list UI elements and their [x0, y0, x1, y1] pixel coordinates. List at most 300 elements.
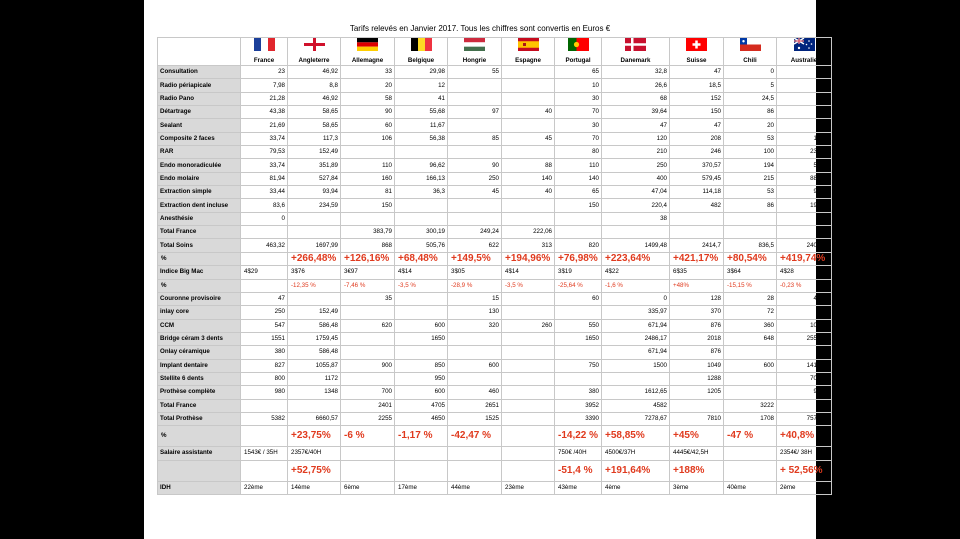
table-row: [158, 386, 832, 399]
table-cell: [502, 212, 555, 225]
table-cell: 4500€/37H: [602, 447, 670, 460]
table-cell: [395, 146, 448, 159]
table-cell: 6$35: [670, 266, 724, 279]
table-cell: 1525: [448, 412, 502, 425]
row-label: RAR: [158, 146, 241, 159]
table-cell: 12: [395, 79, 448, 92]
table-cell: 600: [395, 319, 448, 332]
table-cell: 313: [502, 239, 555, 252]
row-label: Sealant: [158, 119, 241, 132]
table-cell: 2408,04: [777, 239, 832, 252]
table-cell: 2554,24: [777, 332, 832, 345]
row-label: Total Soins: [158, 239, 241, 252]
table-cell: 35: [341, 292, 395, 305]
table-row: [158, 332, 832, 345]
row-label: Consultation: [158, 66, 241, 79]
table-cell: 380: [241, 346, 288, 359]
table-cell: [448, 79, 502, 92]
country-header: Portugal: [555, 52, 602, 66]
table-cell: 2018: [670, 332, 724, 345]
table-cell: 950: [395, 372, 448, 385]
country-header: Hongrie: [448, 52, 502, 66]
price-comparison-table: [157, 37, 832, 495]
table-cell: 886,88: [777, 172, 832, 185]
table-cell: 18,5: [670, 79, 724, 92]
table-cell: 96,62: [395, 159, 448, 172]
table-cell: [670, 212, 724, 225]
table-row: [158, 399, 832, 412]
table-cell: 820: [555, 239, 602, 252]
table-cell: 128: [670, 292, 724, 305]
table-cell: [241, 426, 288, 447]
table-cell: [555, 346, 602, 359]
table-cell: 600: [724, 359, 777, 372]
table-cell: 117: [777, 106, 832, 119]
table-cell: -42,47 %: [448, 426, 502, 447]
table-cell: [241, 226, 288, 239]
spain-flag-icon: [518, 38, 539, 51]
table-cell: 7578,04: [777, 412, 832, 425]
table-row: [158, 266, 832, 279]
table-cell: 194: [724, 159, 777, 172]
table-cell: 3ème: [670, 481, 724, 494]
table-cell: 622: [448, 239, 502, 252]
table-cell: 110: [555, 159, 602, 172]
table-cell: 44ème: [448, 481, 502, 494]
table-cell: 47: [241, 292, 288, 305]
flag-cell: [777, 38, 832, 53]
table-cell: -7,46 %: [341, 279, 395, 292]
table-cell: -6 %: [341, 426, 395, 447]
table-cell: 152,49: [288, 146, 341, 159]
table-cell: [448, 447, 502, 460]
table-cell: 114,18: [670, 186, 724, 199]
table-cell: 876: [670, 346, 724, 359]
table-cell: 400: [602, 172, 670, 185]
table-cell: 1288: [670, 372, 724, 385]
hungary-flag-icon: [464, 38, 485, 51]
table-row: [158, 359, 832, 372]
table-cell: 836,5: [724, 239, 777, 252]
table-cell: 1348: [288, 386, 341, 399]
row-label: Onlay céramique: [158, 346, 241, 359]
table-cell: 55: [448, 66, 502, 79]
table-cell: 3$64: [724, 266, 777, 279]
table-cell: -1,17 %: [395, 426, 448, 447]
table-cell: 41: [395, 92, 448, 105]
table-cell: 1708: [724, 412, 777, 425]
table-cell: +191,64%: [602, 460, 670, 481]
table-cell: 709,64: [777, 372, 832, 385]
table-cell: 4ème: [602, 481, 670, 494]
table-cell: 3$05: [448, 266, 502, 279]
table-cell: 134,8: [777, 132, 832, 145]
table-cell: 33,44: [241, 186, 288, 199]
table-cell: 4$29: [241, 266, 288, 279]
table-row: [158, 319, 832, 332]
table-cell: 65: [555, 66, 602, 79]
table-cell: -3,5 %: [502, 279, 555, 292]
table-cell: 130: [448, 306, 502, 319]
table-cell: 0: [724, 66, 777, 79]
table-cell: +194,96%: [502, 252, 555, 265]
table-cell: [395, 306, 448, 319]
country-header: Angleterre: [288, 52, 341, 66]
table-cell: 648: [724, 332, 777, 345]
table-cell: 234,14: [777, 146, 832, 159]
table-cell: 23ème: [502, 481, 555, 494]
table-cell: [395, 212, 448, 225]
table-cell: 85: [448, 132, 502, 145]
table-cell: 7810: [670, 412, 724, 425]
table-cell: 1759,45: [288, 332, 341, 345]
table-cell: 3€97: [341, 266, 395, 279]
row-label: inlay core: [158, 306, 241, 319]
table-cell: [777, 212, 832, 225]
table-cell: 33,74: [241, 132, 288, 145]
table-cell: 246: [670, 146, 724, 159]
table-cell: 90: [341, 106, 395, 119]
table-cell: 97: [448, 106, 502, 119]
table-cell: [448, 199, 502, 212]
germany-flag-icon: [357, 38, 378, 51]
table-cell: 36,3: [395, 186, 448, 199]
flag-cell: [448, 38, 502, 53]
table-cell: [395, 447, 448, 460]
table-cell: 0: [241, 212, 288, 225]
table-cell: 33: [341, 66, 395, 79]
table-cell: 58,65: [288, 106, 341, 119]
table-cell: 4$14: [502, 266, 555, 279]
table-cell: 3952: [555, 399, 602, 412]
table-cell: 150: [341, 199, 395, 212]
table-cell: 22ème: [241, 481, 288, 494]
table-cell: [724, 372, 777, 385]
table-cell: 30: [555, 119, 602, 132]
table-cell: [724, 447, 777, 460]
flag-cell: [602, 38, 670, 53]
table-cell: [555, 306, 602, 319]
table-cell: -25,64 %: [555, 279, 602, 292]
page-title: Tarifs relevés en Janvier 2017. Tous les chiffres sont convertis en Euros €: [349, 24, 611, 33]
table-cell: 152: [670, 92, 724, 105]
table-cell: 579,45: [670, 172, 724, 185]
belgium-flag-icon: [411, 38, 432, 51]
table-cell: 40: [502, 106, 555, 119]
table-cell: [241, 252, 288, 265]
table-cell: [670, 399, 724, 412]
table-cell: [502, 332, 555, 345]
table-cell: 47: [670, 119, 724, 132]
table-cell: 220,4: [602, 199, 670, 212]
table-cell: [341, 306, 395, 319]
table-cell: 46,92: [288, 66, 341, 79]
table-cell: [448, 119, 502, 132]
table-cell: 29,98: [395, 66, 448, 79]
row-label: Détartrage: [158, 106, 241, 119]
table-cell: 47,04: [602, 186, 670, 199]
table-cell: -1,6 %: [602, 279, 670, 292]
row-label: Total France: [158, 399, 241, 412]
table-cell: 88: [502, 159, 555, 172]
table-cell: 1049: [670, 359, 724, 372]
table-cell: 700: [341, 386, 395, 399]
table-cell: [448, 460, 502, 481]
table-cell: 547: [241, 319, 288, 332]
table-cell: 45: [502, 132, 555, 145]
table-row: [158, 92, 832, 105]
row-label: Salaire assistante: [158, 447, 241, 460]
table-cell: -51,4 %: [555, 460, 602, 481]
switzerland-flag-icon: [686, 38, 707, 51]
table-cell: 32,8: [602, 66, 670, 79]
table-cell: 86: [724, 106, 777, 119]
flag-cell: [555, 38, 602, 53]
table-cell: 671,94: [602, 319, 670, 332]
table-row: [158, 199, 832, 212]
table-cell: 20: [341, 79, 395, 92]
table-row: [158, 226, 832, 239]
table-cell: 1205: [670, 386, 724, 399]
table-cell: [448, 92, 502, 105]
table-cell: [448, 372, 502, 385]
table-row: [158, 447, 832, 460]
table-cell: 208: [670, 132, 724, 145]
flag-cell: [724, 38, 777, 53]
table-cell: 850: [395, 359, 448, 372]
table-cell: [341, 460, 395, 481]
table-cell: 1028,8: [777, 319, 832, 332]
table-row: [158, 132, 832, 145]
row-label: Endo monoradiculée: [158, 159, 241, 172]
table-cell: 0: [602, 292, 670, 305]
table-cell: -28,9 %: [448, 279, 502, 292]
table-cell: 300,19: [395, 226, 448, 239]
table-cell: 1499,48: [602, 239, 670, 252]
table-cell: 38: [602, 212, 670, 225]
table-cell: 198,68: [777, 199, 832, 212]
table-cell: 160: [341, 172, 395, 185]
table-row: [158, 146, 832, 159]
table-cell: 80: [555, 146, 602, 159]
table-cell: 600: [395, 386, 448, 399]
table-cell: 567,6: [777, 159, 832, 172]
table-cell: 5: [724, 79, 777, 92]
row-label: Bridge céram 3 dents: [158, 332, 241, 345]
table-cell: [777, 399, 832, 412]
table-cell: 603: [777, 346, 832, 359]
table-cell: 586,48: [288, 319, 341, 332]
table-cell: 463,32: [241, 239, 288, 252]
table-cell: 63,8: [777, 92, 832, 105]
row-label: Stellite 6 dents: [158, 372, 241, 385]
spreadsheet-page: [144, 0, 829, 539]
table-row: [158, 186, 832, 199]
table-cell: [502, 66, 555, 79]
table-cell: 800: [241, 372, 288, 385]
table-cell: 58,65: [288, 119, 341, 132]
table-cell: 45: [448, 186, 502, 199]
table-cell: [502, 399, 555, 412]
table-cell: 14ème: [288, 481, 341, 494]
table-cell: [502, 306, 555, 319]
table-cell: [724, 212, 777, 225]
table-cell: 60: [555, 292, 602, 305]
table-cell: 6660,57: [288, 412, 341, 425]
table-cell: [241, 460, 288, 481]
table-cell: +266,48%: [288, 252, 341, 265]
table-cell: 360: [724, 319, 777, 332]
table-cell: 10: [555, 79, 602, 92]
table-cell: 40ème: [724, 481, 777, 494]
table-cell: [502, 346, 555, 359]
table-cell: 55,68: [395, 106, 448, 119]
table-cell: 53: [724, 132, 777, 145]
table-cell: 4582: [602, 399, 670, 412]
table-cell: 11,67: [395, 119, 448, 132]
table-cell: [448, 332, 502, 345]
table-cell: 1500: [602, 359, 670, 372]
table-cell: 90: [448, 159, 502, 172]
flag-cell: [395, 38, 448, 53]
table-row: [158, 106, 832, 119]
table-row: [158, 346, 832, 359]
table-cell: [288, 292, 341, 305]
table-cell: 150: [555, 199, 602, 212]
flag-cell: [288, 38, 341, 53]
table-row: [158, 159, 832, 172]
table-cell: 30: [555, 92, 602, 105]
table-cell: 234,59: [288, 199, 341, 212]
row-label: %: [158, 252, 241, 265]
table-cell: 110: [341, 159, 395, 172]
table-cell: 351,89: [288, 159, 341, 172]
table-cell: [395, 460, 448, 481]
australia-flag-icon: [794, 38, 815, 51]
table-cell: 876: [670, 319, 724, 332]
table-cell: 260: [502, 319, 555, 332]
table-cell: +48%: [670, 279, 724, 292]
table-row: [158, 239, 832, 252]
table-cell: 7278,67: [602, 412, 670, 425]
table-row: [158, 426, 832, 447]
table-cell: 5382: [241, 412, 288, 425]
table-cell: [555, 226, 602, 239]
table-cell: 100: [724, 146, 777, 159]
table-cell: 140: [555, 172, 602, 185]
table-cell: [502, 412, 555, 425]
table-cell: 600: [448, 359, 502, 372]
table-cell: 527,84: [288, 172, 341, 185]
country-header: Chili: [724, 52, 777, 66]
table-cell: [502, 146, 555, 159]
table-cell: 4$14: [395, 266, 448, 279]
table-cell: 380: [555, 386, 602, 399]
table-cell: [724, 460, 777, 481]
table-cell: [241, 399, 288, 412]
table-cell: 215: [724, 172, 777, 185]
table-cell: +45%: [670, 426, 724, 447]
table-cell: 140: [502, 172, 555, 185]
table-cell: 24,5: [724, 92, 777, 105]
table-cell: 370: [670, 306, 724, 319]
flag-row: [158, 38, 832, 53]
table-cell: 1543€ / 35H: [241, 447, 288, 460]
table-cell: 980: [241, 386, 288, 399]
table-cell: [502, 199, 555, 212]
table-cell: +419,74%: [777, 252, 832, 265]
table-cell: 99,34: [777, 186, 832, 199]
table-cell: 150: [670, 106, 724, 119]
row-label: Extraction dent incluse: [158, 199, 241, 212]
table-cell: 17ème: [395, 481, 448, 494]
table-cell: 586,48: [288, 346, 341, 359]
table-cell: -3,5 %: [395, 279, 448, 292]
table-cell: 40: [502, 186, 555, 199]
country-header: France: [241, 52, 288, 66]
table-cell: [555, 372, 602, 385]
table-cell: [341, 332, 395, 345]
table-cell: 23: [241, 66, 288, 79]
table-cell: 4705: [395, 399, 448, 412]
table-cell: 28: [724, 292, 777, 305]
corner-cell: [158, 52, 241, 66]
table-cell: -15,15 %: [724, 279, 777, 292]
table-row: [158, 372, 832, 385]
table-cell: +126,16%: [341, 252, 395, 265]
row-label: Radio Pano: [158, 92, 241, 105]
table-cell: 47: [602, 119, 670, 132]
table-cell: [341, 346, 395, 359]
table-row: [158, 279, 832, 292]
country-header: Belgique: [395, 52, 448, 66]
table-cell: 2255: [341, 412, 395, 425]
table-cell: [241, 279, 288, 292]
table-cell: +223,64%: [602, 252, 670, 265]
table-cell: 222,06: [502, 226, 555, 239]
table-cell: [602, 372, 670, 385]
table-cell: 43,38: [241, 106, 288, 119]
country-header: Suisse: [670, 52, 724, 66]
table-row: [158, 79, 832, 92]
table-cell: 1697,99: [288, 239, 341, 252]
table-cell: [724, 346, 777, 359]
table-cell: -12,35 %: [288, 279, 341, 292]
table-cell: 249,24: [448, 226, 502, 239]
table-cell: [724, 386, 777, 399]
table-cell: 56,38: [395, 132, 448, 145]
table-cell: 250: [448, 172, 502, 185]
table-row: [158, 412, 832, 425]
table-cell: [502, 460, 555, 481]
table-cell: +40,8%: [777, 426, 832, 447]
flag-cell: [502, 38, 555, 53]
table-cell: 15: [448, 292, 502, 305]
row-label: %: [158, 426, 241, 447]
table-cell: 3222: [724, 399, 777, 412]
table-cell: [502, 386, 555, 399]
table-cell: 60: [341, 119, 395, 132]
table-row: [158, 212, 832, 225]
table-cell: 152,49: [288, 306, 341, 319]
table-cell: 86: [724, 199, 777, 212]
table-cell: [502, 359, 555, 372]
table-cell: 1650: [555, 332, 602, 345]
row-label: %: [158, 279, 241, 292]
table-cell: 2ème: [777, 481, 832, 494]
row-label: [158, 460, 241, 481]
table-cell: 21,69: [241, 119, 288, 132]
